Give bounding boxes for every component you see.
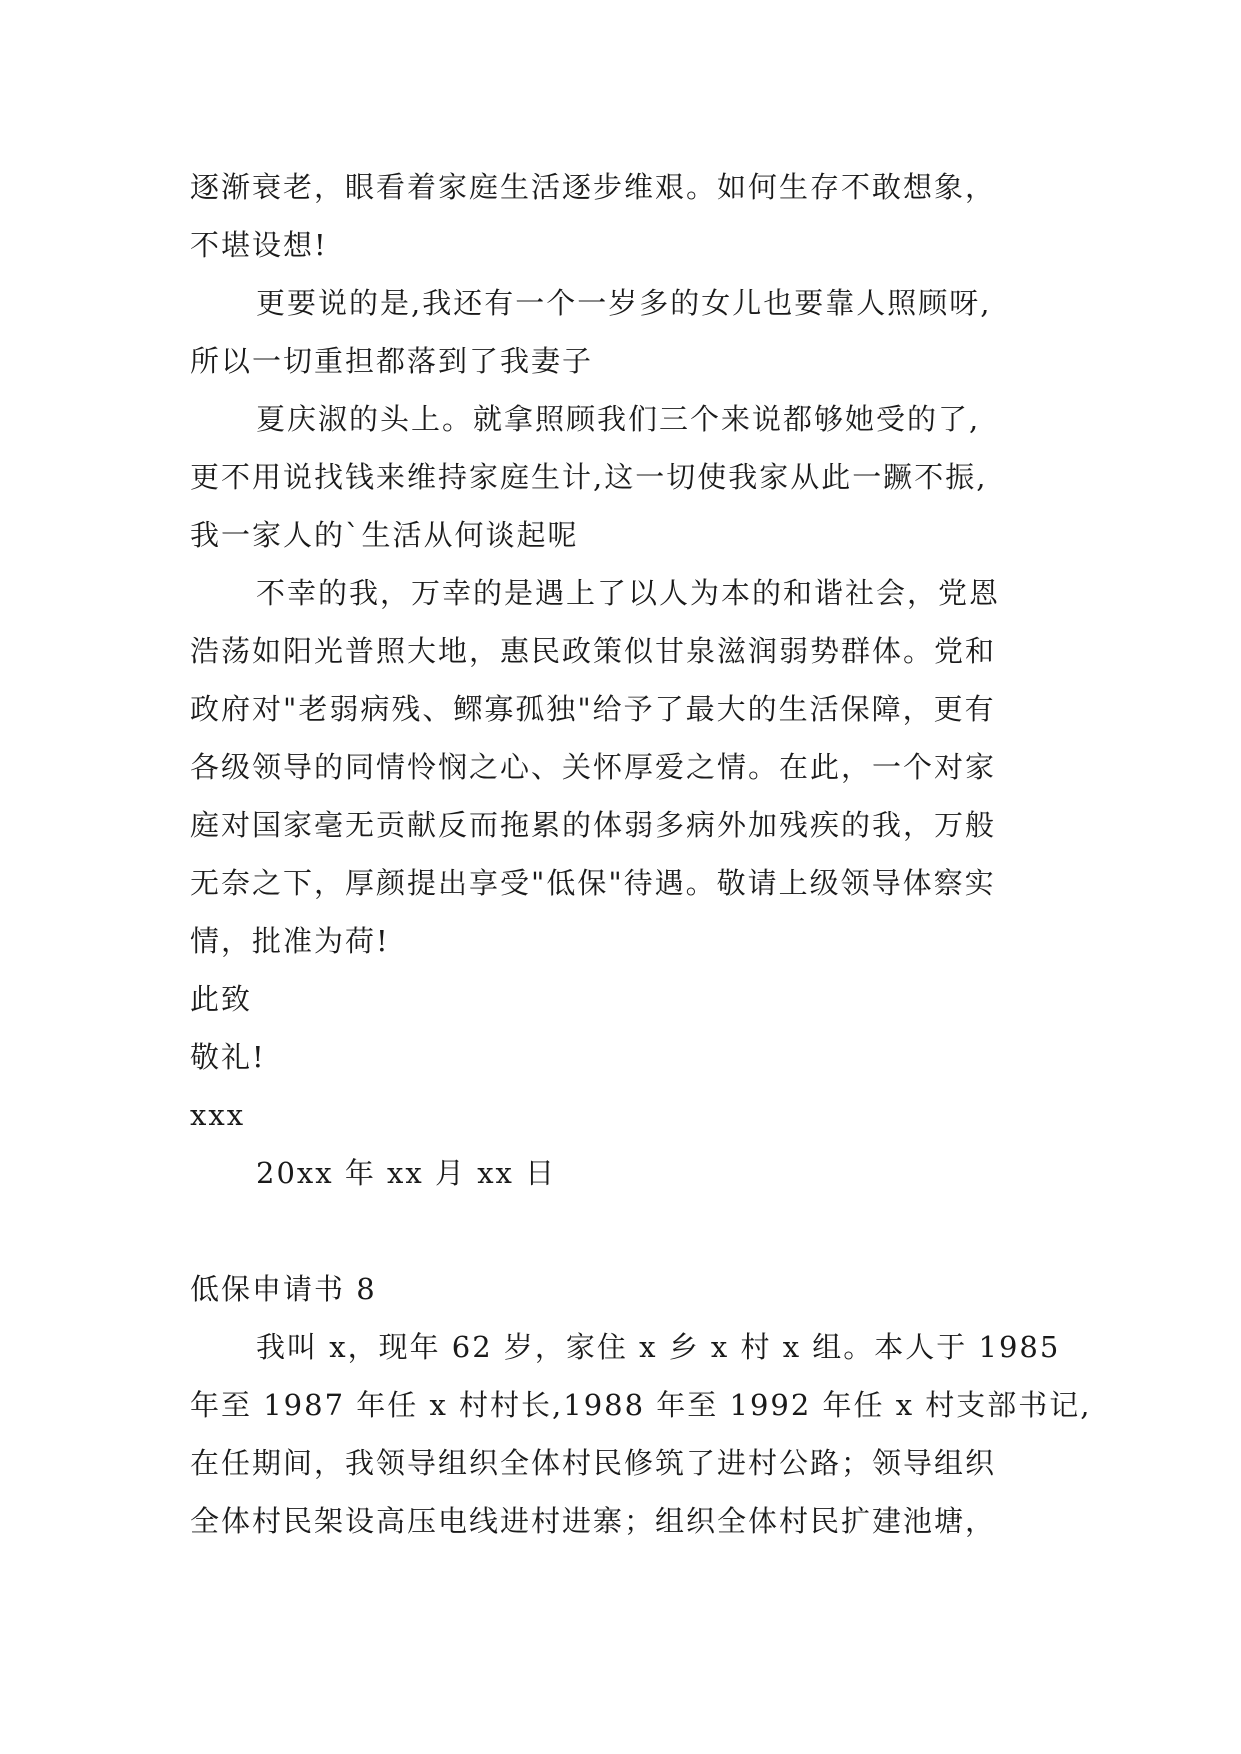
document-body	[190, 158, 1090, 1550]
signature-name: xxx	[190, 1098, 246, 1132]
closing-regards: 敬礼!	[190, 1040, 266, 1074]
text-line: 年至 1987 年任 x 村村长,1988 年至 1992 年任 x 村支部书记,	[190, 1388, 1092, 1422]
text-line: 情，批准为荷!	[190, 924, 390, 958]
text-line: 逐渐衰老，眼看着家庭生活逐步维艰。如何生存不敢想象，	[190, 170, 997, 204]
text-line: 无奈之下，厚颜提出享受"低保"待遇。敬请上级领导体察实	[190, 866, 996, 900]
text-line: 政府对"老弱病残、鳏寡孤独"给予了最大的生活保障，更有	[190, 692, 996, 726]
section-title: 低保申请书 8	[190, 1272, 377, 1306]
text-line: 在任期间，我领导组织全体村民修筑了进村公路；领导组织	[190, 1446, 997, 1480]
text-line: 浩荡如阳光普照大地，惠民政策似甘泉滋润弱势群体。党和	[190, 634, 997, 668]
text-line: 各级领导的同情怜悯之心、关怀厚爱之情。在此，一个对家	[190, 750, 997, 784]
text-line: 全体村民架设高压电线进村进寨；组织全体村民扩建池塘，	[190, 1504, 997, 1538]
closing-salutation: 此致	[190, 982, 253, 1016]
signature-date: 20xx 年 xx 月 xx 日	[256, 1156, 557, 1190]
paragraph-gap	[190, 1202, 1090, 1260]
text-line: 更要说的是,我还有一个一岁多的女儿也要靠人照顾呀,	[256, 286, 992, 320]
text-line: 不幸的我，万幸的是遇上了以人为本的和谐社会，党恩	[256, 576, 1001, 610]
text-line: 庭对国家毫无贡献反而拖累的体弱多病外加残疾的我，万般	[190, 808, 997, 842]
text-line: 夏庆淑的头上。就拿照顾我们三个来说都够她受的了,	[256, 402, 981, 436]
text-line: 我一家人的`生活从何谈起呢	[190, 518, 579, 552]
text-line: 所以一切重担都落到了我妻子	[190, 344, 594, 378]
text-line: 不堪设想!	[190, 228, 328, 262]
text-line: 更不用说找钱来维持家庭生计,这一切使我家从此一蹶不振,	[190, 460, 988, 494]
text-line: 我叫 x，现年 62 岁，家住 x 乡 x 村 x 组。本人于 1985	[256, 1330, 1061, 1364]
